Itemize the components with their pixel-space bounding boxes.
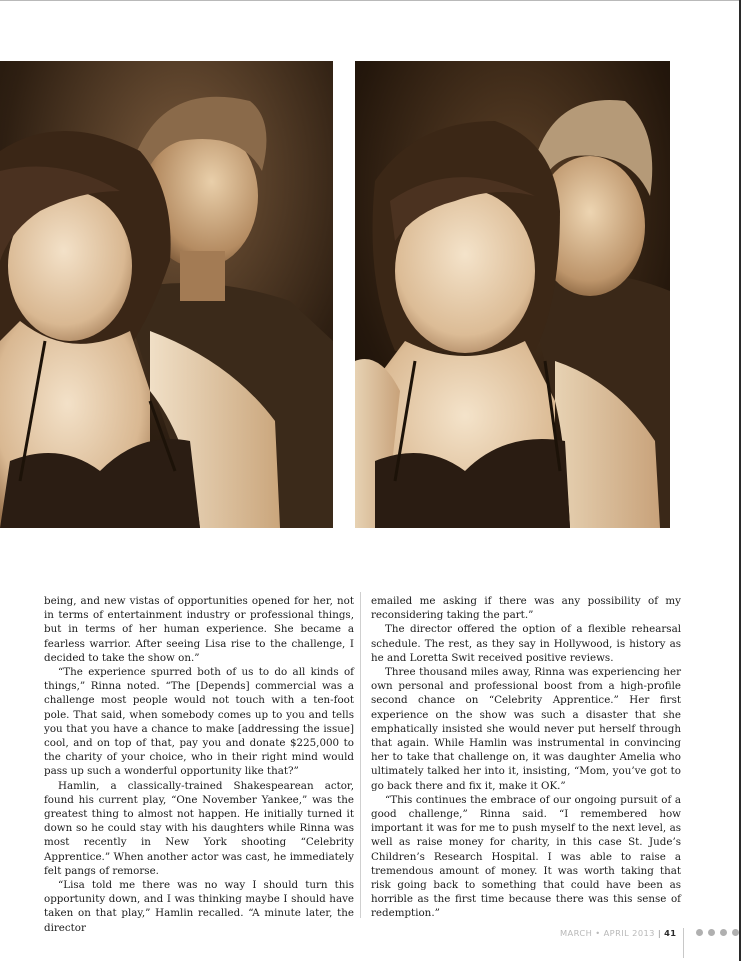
paragraph: Hamlin, a classically-trained Shakespearean actor, found his current play, “One November Yankee,” was the greatest thing to almost not happen. He initially turned it down so he could stay with his daughters while Rinna was most recently in New York shooting “Celebrity Apprentice.” When another actor was cast, he immediately felt pangs of remorse. [44,779,354,877]
article-column-left [44,594,354,935]
dot-icon [696,929,703,936]
folio-separator: | [657,928,662,938]
paragraph: “The experience spurred both of us to do all kinds of things,” Rinna noted. “The [Depends] commercial was a challenge most people would not touch with a ten-foot pole. That said, when somebody comes up to you and tells you that you have a chance to make [addressing the issue] cool, and on top of that, pay you and donate $225,000 to the charity of your choice, who in their right mind would pass up such a wonderful opportunity like that?” [44,666,354,778]
paragraph: Three thousand miles away, Rinna was experiencing her own personal and professional boost from a high-profile second chance on “Celebrity Apprentice.” Her first experience on the show was such a disaster that she emphatically insisted she would never put herself through that again. While Hamlin was instrumental in convincing her to take that challenge on, it was daughter Amelia who ultimately talked her into it, insisting, “Mom, you’ve got to go back there and fix it, make it OK.” [371,666,681,792]
paragraph: “This continues the embrace of our ongoing pursuit of a good challenge,” Rinna said. “I remembered how important it was for me to push myself to the next level, as well as raise money for charity, in this case St. Jude’s Children’s Research Hospital. I was able to raise a tremendous amount of money. It was worth taking that risk going back to something that could have been as horrible as the first time because there was this sense of redemption.” [371,793,681,920]
paragraph: being, and new vistas of opportunities opened for her, not in terms of entertainment industry or professional things, but in terms of her human experience. She became a fearless warrior. After seeing Lisa rise to the challenge, I decided to take the show on.” [44,595,354,664]
right-photo-image [355,61,670,528]
folio-divider [683,928,684,958]
page-top-edge [0,0,741,1]
left-photo-image [0,61,333,528]
dot-icon [708,929,715,936]
paragraph: emailed me asking if there was any possibility of my reconsidering taking the part.” [371,595,681,622]
dot-icon [720,929,727,936]
issue-date: MARCH • APRIL 2013 [560,928,655,938]
folio [560,928,682,942]
paragraph: The director offered the option of a flexible rehearsal schedule. The rest, as they say in Hollywood, is history as he and Loretta Swit received positive reviews. [371,623,681,664]
paragraph: “Lisa told me there was no way I should turn this opportunity down, and I was thinking maybe I should have taken on that play,” Hamlin recalled. “A minute later, the director [44,879,354,934]
column-divider [360,592,361,918]
right-photo [355,61,670,528]
left-photo [0,61,333,528]
article-column-right [371,594,681,921]
page-number: 41 [664,928,677,938]
dot-icon [732,929,739,936]
